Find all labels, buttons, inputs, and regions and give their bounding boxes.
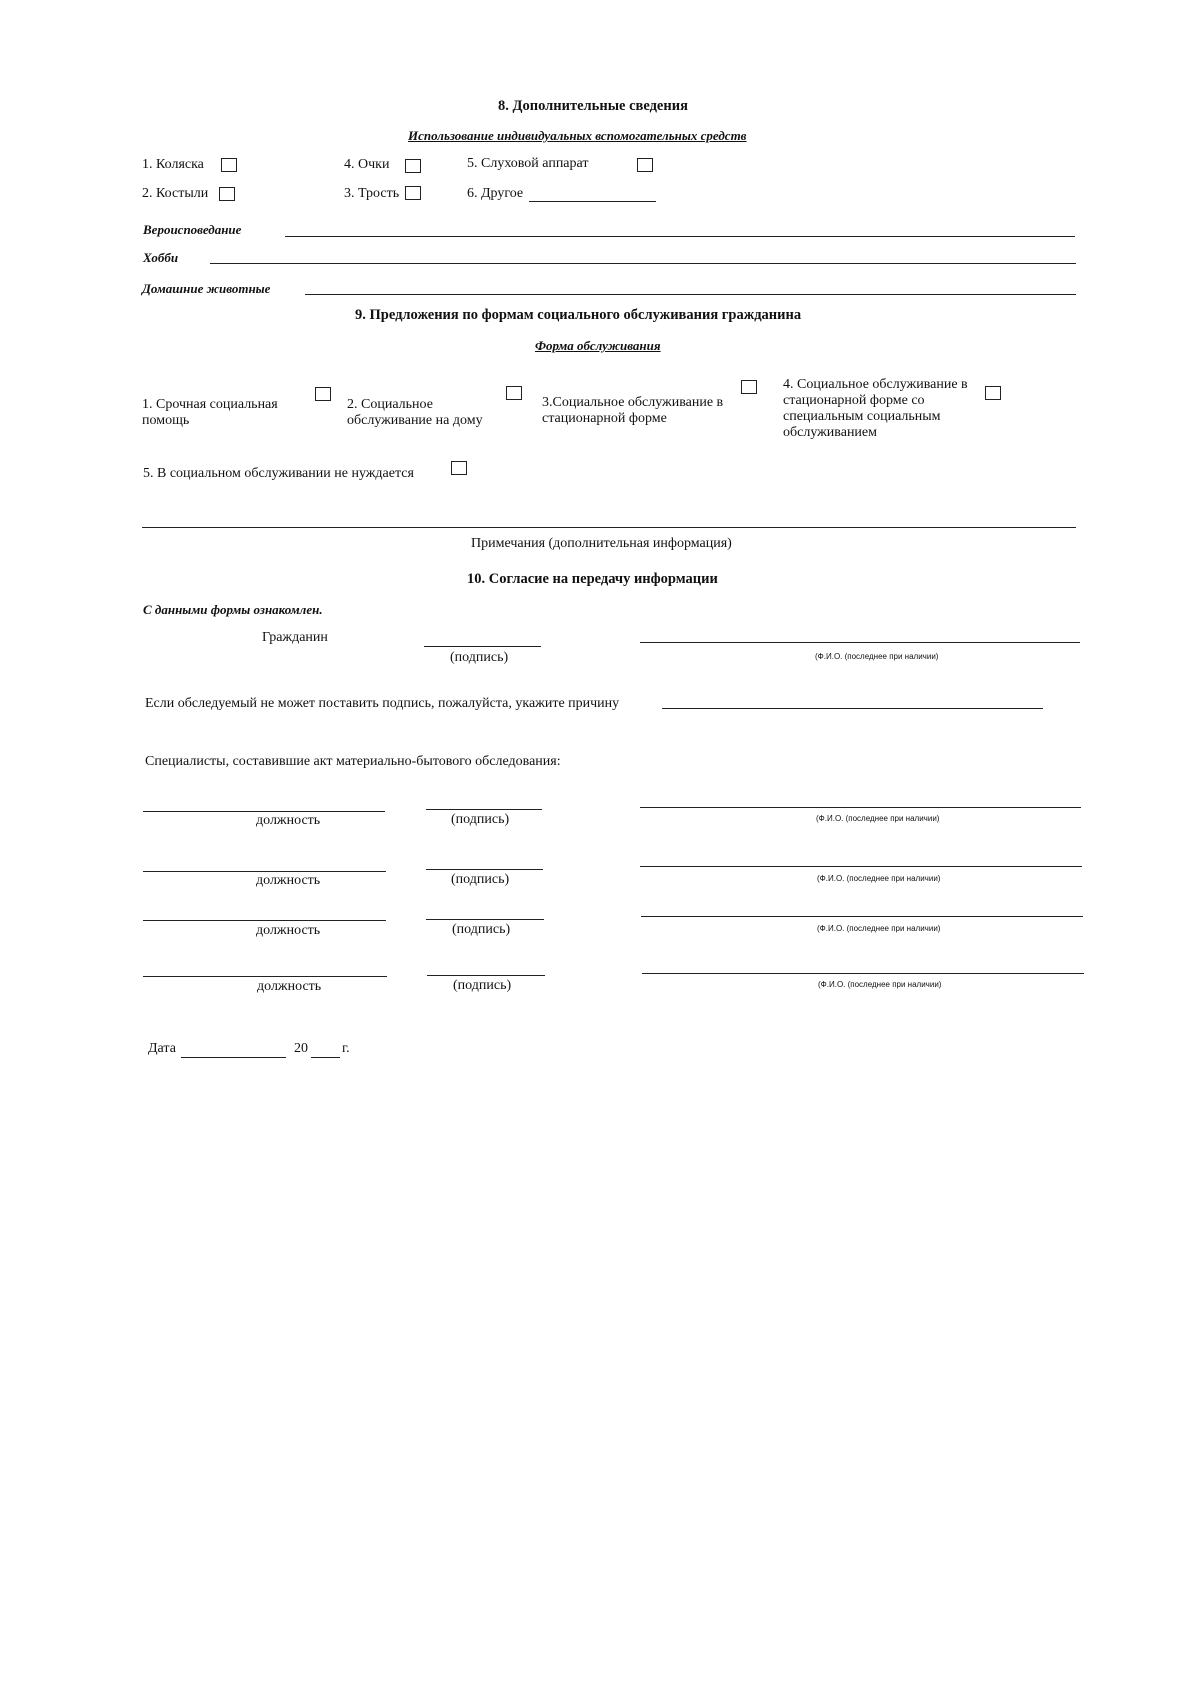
- section9-title: 9. Предложения по формам социального обслуживания гражданина: [355, 307, 802, 323]
- citizen-signature-line[interactable]: [424, 646, 541, 647]
- hobby-label: Хобби: [143, 250, 179, 265]
- specialist-2-position-line[interactable]: [143, 871, 386, 872]
- specialist-1-position-caption: должность: [256, 813, 321, 828]
- specialist-1-fio-line[interactable]: [640, 807, 1081, 808]
- service-option-1-label: 1. Срочная социальная помощь: [142, 397, 278, 428]
- aid-other-line[interactable]: [529, 201, 656, 202]
- aid-wheelchair-checkbox[interactable]: [221, 158, 237, 172]
- specialist-4-position-line[interactable]: [143, 976, 387, 977]
- specialist-3-signature-caption: (подпись): [452, 922, 511, 937]
- specialist-1-signature-line[interactable]: [426, 809, 542, 810]
- hobby-line[interactable]: [210, 263, 1076, 264]
- aid-crutches-label: 2. Костыли: [142, 186, 209, 201]
- aid-hearing-label: 5. Слуховой аппарат: [467, 156, 589, 171]
- pets-label: Домашние животные: [142, 281, 271, 296]
- aid-crutches-checkbox[interactable]: [219, 187, 235, 201]
- specialist-1-position-line[interactable]: [143, 811, 385, 812]
- aid-glasses-checkbox[interactable]: [405, 159, 421, 173]
- service-option-2-label: 2. Социальное обслуживание на дому: [347, 397, 483, 428]
- service-option-3-label: 3.Социальное обслуживание в стационарной форме: [542, 395, 724, 426]
- citizen-label: Гражданин: [262, 630, 328, 645]
- religion-line[interactable]: [285, 236, 1075, 237]
- date-day-month-line[interactable]: [181, 1057, 286, 1058]
- aid-wheelchair-label: 1. Коляска: [142, 157, 204, 172]
- specialist-3-position-caption: должность: [256, 923, 321, 938]
- citizen-fio-line[interactable]: [640, 642, 1080, 643]
- date-label: Дата: [148, 1041, 176, 1056]
- specialist-3-fio-line[interactable]: [641, 916, 1083, 917]
- reason-prompt: Если обследуемый не может поставить подпись, пожалуйста, укажите причину: [145, 696, 620, 711]
- specialist-1-signature-caption: (подпись): [451, 812, 510, 827]
- section9-subtitle: Форма обслуживания: [535, 338, 661, 353]
- aid-other-label: 6. Другое: [467, 186, 524, 201]
- pets-line[interactable]: [305, 294, 1076, 295]
- specialist-2-fio-line[interactable]: [640, 866, 1082, 867]
- specialist-4-signature-caption: (подпись): [453, 978, 512, 993]
- specialist-2-signature-caption: (подпись): [451, 872, 510, 887]
- service-option-4-label: 4. Социальное обслуживание в стационарной форме со специальным социальным обслуживанием: [783, 377, 968, 440]
- specialist-2-signature-line[interactable]: [426, 869, 543, 870]
- service-option-5-checkbox[interactable]: [451, 461, 467, 475]
- notes-caption: Примечания (дополнительная информация): [471, 536, 732, 551]
- specialist-4-signature-line[interactable]: [427, 975, 545, 976]
- aid-cane-checkbox[interactable]: [405, 186, 421, 200]
- aid-glasses-label: 4. Очки: [344, 157, 390, 172]
- specialist-3-fio-caption: (Ф.И.О. (последнее при наличии): [817, 924, 941, 933]
- service-option-5-label: 5. В социальном обслуживании не нуждается: [143, 466, 414, 481]
- date-year-line[interactable]: [311, 1057, 340, 1058]
- notes-line[interactable]: [142, 527, 1076, 528]
- aid-cane-label: 3. Трость: [344, 186, 400, 201]
- citizen-fio-caption: (Ф.И.О. (последнее при наличии): [815, 652, 939, 661]
- religion-label: Вероисповедание: [143, 222, 242, 237]
- section8-subtitle: Использование индивидуальных вспомогательных средств: [408, 128, 747, 143]
- specialist-3-position-line[interactable]: [143, 920, 386, 921]
- date-year-suffix: г.: [342, 1041, 350, 1056]
- service-option-4-checkbox[interactable]: [985, 386, 1001, 400]
- date-year-prefix: 20: [294, 1041, 308, 1056]
- section8-title: 8. Дополнительные сведения: [498, 98, 688, 114]
- section10-title: 10. Согласие на передачу информации: [467, 571, 718, 587]
- specialist-4-position-caption: должность: [257, 979, 322, 994]
- service-option-3-checkbox[interactable]: [741, 380, 757, 394]
- specialist-2-fio-caption: (Ф.И.О. (последнее при наличии): [817, 874, 941, 883]
- specialist-3-signature-line[interactable]: [426, 919, 544, 920]
- citizen-signature-caption: (подпись): [450, 650, 509, 665]
- specialists-label: Специалисты, составившие акт материально-бытового обследования:: [145, 754, 561, 769]
- specialist-4-fio-line[interactable]: [642, 973, 1084, 974]
- specialist-1-fio-caption: (Ф.И.О. (последнее при наличии): [816, 814, 940, 823]
- service-option-1-checkbox[interactable]: [315, 387, 331, 401]
- reason-line[interactable]: [662, 708, 1043, 709]
- aid-hearing-checkbox[interactable]: [637, 158, 653, 172]
- specialist-2-position-caption: должность: [256, 873, 321, 888]
- specialist-4-fio-caption: (Ф.И.О. (последнее при наличии): [818, 980, 942, 989]
- service-option-2-checkbox[interactable]: [506, 386, 522, 400]
- acknowledged-text: С данными формы ознакомлен.: [143, 602, 323, 617]
